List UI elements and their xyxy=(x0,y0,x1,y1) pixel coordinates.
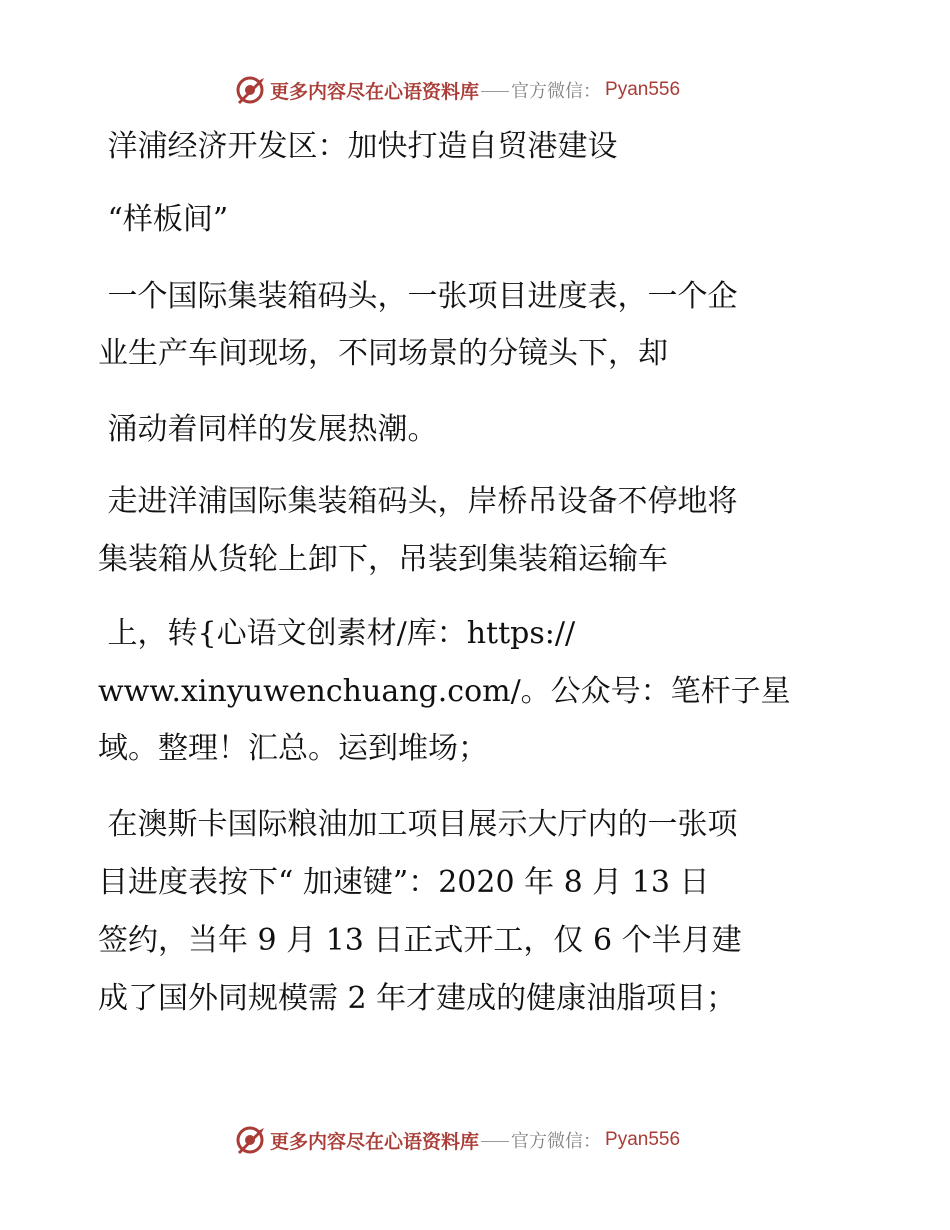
header-banner-content xyxy=(234,76,680,104)
paragraph-line: 上，转{心语文创素材/库：https:// xyxy=(98,616,576,651)
paragraph-line: 业生产车间现场，不同场景的分镜头下，却 xyxy=(98,336,668,371)
paragraph-line: 域。整理！汇总。运到堆场； xyxy=(98,731,488,766)
paragraph-line: www.xinyuwenchuang.com/。公众号：笔杆子星 xyxy=(98,674,791,709)
pen-logo-icon xyxy=(234,1125,268,1155)
footer-banner-wechat-label: 官方微信： xyxy=(511,1131,602,1152)
paragraph-line: 签约，当年 9 月 13 日正式开工，仅 6 个半月建 xyxy=(98,923,742,958)
paragraph-line: 涌动着同样的发展热潮。 xyxy=(98,412,438,447)
footer-banner-title: 更多内容尽在心语资料库 xyxy=(270,1130,480,1153)
header-banner-dash xyxy=(481,91,509,92)
footer-banner-dash xyxy=(481,1141,509,1142)
title-line-2: “样板间” xyxy=(98,202,229,237)
paragraph-line: 目进度表按下“ 加速键”：2020 年 8 月 13 日 xyxy=(98,865,710,900)
paragraph-line: 在澳斯卡国际粮油加工项目展示大厅内的一张项 xyxy=(98,807,738,842)
pen-logo-icon xyxy=(234,75,268,105)
footer-banner xyxy=(0,1120,950,1160)
header-banner-wechat-label: 官方微信： xyxy=(511,81,602,102)
title-line-1: 洋浦经济开发区：加快打造自贸港建设 xyxy=(98,129,618,164)
footer-banner-wechat-id: Pyan556 xyxy=(605,1129,681,1150)
paragraph-line: 走进洋浦国际集装箱码头，岸桥吊设备不停地将 xyxy=(98,484,738,519)
footer-banner-content xyxy=(234,1126,680,1154)
paragraph-line: 成了国外同规模需 2 年才建成的健康油脂项目； xyxy=(98,981,737,1016)
header-banner-wechat-id: Pyan556 xyxy=(605,79,681,100)
paragraph-line: 一个国际集装箱码头，一张项目进度表，一个企 xyxy=(98,279,738,314)
header-banner-title: 更多内容尽在心语资料库 xyxy=(270,80,480,103)
header-banner xyxy=(0,70,950,110)
paragraph-line: 集装箱从货轮上卸下，吊装到集装箱运输车 xyxy=(98,542,668,577)
